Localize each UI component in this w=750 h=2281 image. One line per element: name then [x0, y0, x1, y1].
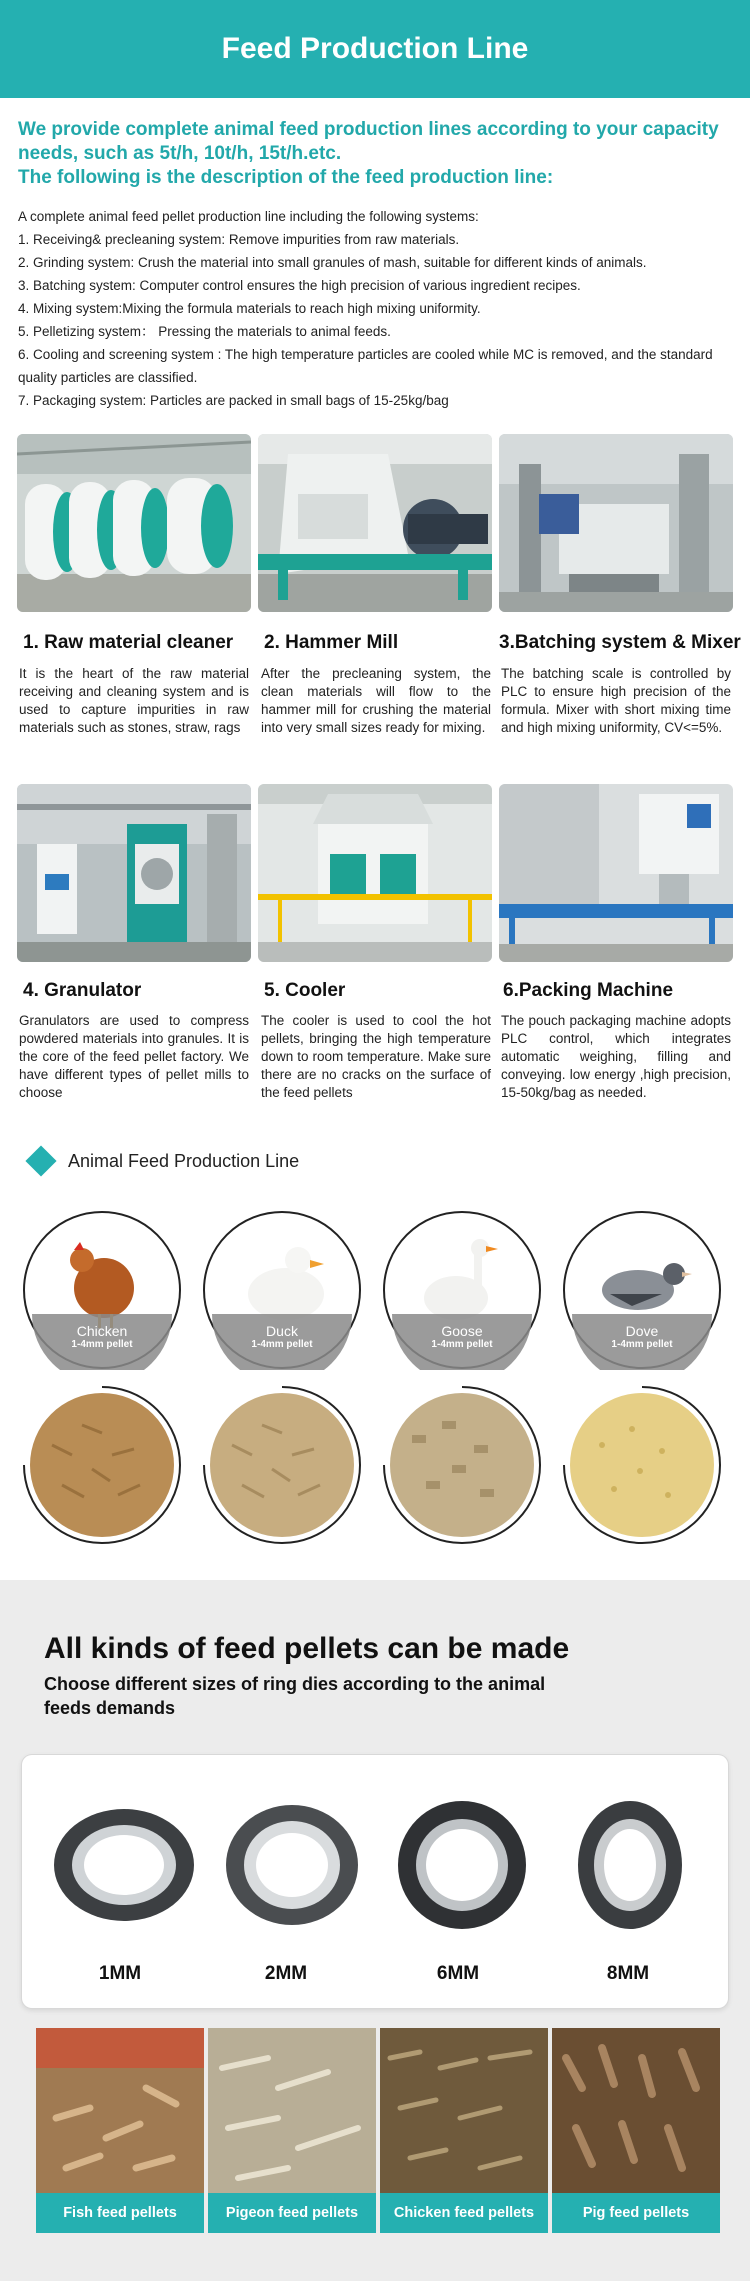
- animal-section-title: Animal Feed Production Line: [68, 1150, 300, 1171]
- product-title: 1. Raw material cleaner: [23, 632, 234, 653]
- die-size-label: 1MM: [98, 1963, 142, 1984]
- product-desc: The batching scale is controlled by PLC to ensure high precision of the formula. Mixer with short mixing time and high mixing uniformity, CV<=5%.: [501, 666, 731, 735]
- systems-item: 1. Receiving& precleaning system: Remove impurities from raw materials.: [18, 232, 460, 247]
- systems-item: 3. Batching system: Computer control ensures the high precision of various ingredient recipes.: [18, 278, 581, 293]
- product-title: 5. Cooler: [264, 980, 346, 1001]
- product-desc: After the precleaning system, the clean materials will flow to the hammer mill for crushing the material into very small sizes ready for mixing.: [261, 666, 491, 735]
- diamond-icon: [25, 1145, 56, 1176]
- raw-material-cleaner-photo: [17, 434, 251, 612]
- ring-die-1mm-image: [54, 1809, 194, 1921]
- animal-card-duck: [202, 1210, 362, 1370]
- animal-pellet-size: 1-4mm pellet: [431, 1339, 493, 1350]
- feed-card-pigeon: [208, 2028, 376, 2233]
- product-title: 6.Packing Machine: [503, 980, 674, 1001]
- product-title: 2. Hammer Mill: [264, 632, 399, 653]
- animal-name: Goose: [441, 1323, 483, 1339]
- feed-caption: Pig feed pellets: [552, 2193, 720, 2233]
- systems-item: 6. Cooling and screening system : The high temperature particles are cooled while MC is removed, and the standard quality particles are classified.: [18, 347, 713, 385]
- hammer-mill-photo: [258, 434, 492, 612]
- product-desc: Granulators are used to compress powdered materials into granules. It is the core of the feed pellet factory. We have different types of pellet mills to choose: [19, 1013, 249, 1100]
- systems-item: 4. Mixing system:Mixing the formula materials to reach high mixing uniformity.: [18, 301, 481, 316]
- feed-card-fish: [36, 2028, 204, 2233]
- ring-die-8mm-image: [578, 1801, 682, 1929]
- product-title: 3.Batching system & Mixer: [499, 632, 741, 653]
- chicken-pellet-sample: [22, 1385, 182, 1545]
- ring-die-card: [22, 1755, 728, 2008]
- intro-line-1: We provide complete animal feed production lines according to your capacity needs, such as 5t/h, 10t/h, 15t/h.etc.: [18, 119, 719, 164]
- duck-pellet-sample: [202, 1385, 362, 1545]
- feed-card-pig: [552, 2028, 720, 2233]
- product-desc: It is the heart of the raw material receiving and cleaning system and is used to capture impurities in raw materials such as stones, straw, rags: [19, 666, 249, 735]
- dove-feed-sample: [562, 1385, 722, 1545]
- feed-card-chicken: [380, 2028, 548, 2233]
- product-desc: The pouch packaging machine adopts PLC control, which integrates automatic weighing, filling and conveying. low energy ,high precision, 15-50kg/bag as needed.: [501, 1013, 731, 1100]
- animal-card-dove: [562, 1210, 722, 1370]
- systems-item: 5. Pelletizing system： Pressing the materials to animal feeds.: [18, 324, 391, 339]
- packing-machine-photo: [499, 784, 733, 962]
- intro-line-2: The following is the description of the feed production line:: [18, 167, 554, 188]
- systems-list: [18, 205, 734, 412]
- ring-die-2mm-image: [226, 1805, 358, 1925]
- goose-pellet-sample: [382, 1385, 542, 1545]
- ring-die-6mm-image: [398, 1801, 526, 1929]
- animal-name: Duck: [266, 1323, 298, 1339]
- product-title: 4. Granulator: [23, 980, 142, 1001]
- animal-section-heading: [24, 1146, 299, 1176]
- animal-pellet-size: 1-4mm pellet: [71, 1339, 133, 1350]
- feed-caption: Fish feed pellets: [36, 2193, 204, 2233]
- die-size-label: 2MM: [264, 1963, 308, 1984]
- granulator-photo: [17, 784, 251, 962]
- intro-text: [18, 118, 734, 190]
- die-size-label: 8MM: [606, 1963, 650, 1984]
- systems-item: 7. Packaging system: Particles are packed in small bags of 15-25kg/bag: [18, 393, 449, 408]
- feed-caption: Pigeon feed pellets: [208, 2193, 376, 2233]
- product-desc: The cooler is used to cool the hot pellets, bringing the high temperature down to room temperature. Make sure there are no cracks on the surface of the feed pellets: [261, 1013, 491, 1100]
- animal-name: Chicken: [76, 1323, 128, 1339]
- pellets-section-subtitle: Choose different sizes of ring dies according to the animal feeds demands: [44, 1674, 546, 1718]
- die-size-label: 6MM: [436, 1963, 480, 1984]
- animal-pellet-size: 1-4mm pellet: [251, 1339, 313, 1350]
- animal-card-goose: [382, 1210, 542, 1370]
- systems-item: A complete animal feed pellet production line including the following systems:: [18, 209, 479, 224]
- pellets-section-title: All kinds of feed pellets can be made: [44, 1632, 570, 1665]
- animal-pellet-size: 1-4mm pellet: [611, 1339, 673, 1350]
- cooler-photo: [258, 784, 492, 962]
- animal-card-chicken: [22, 1210, 182, 1370]
- animal-name: Dove: [625, 1323, 659, 1339]
- systems-item: 2. Grinding system: Crush the material into small granules of mash, suitable for different kinds of animals.: [18, 255, 647, 270]
- batching-mixer-photo: [499, 434, 733, 612]
- feed-caption: Chicken feed pellets: [380, 2193, 548, 2233]
- page-title: Feed Production Line: [0, 0, 750, 98]
